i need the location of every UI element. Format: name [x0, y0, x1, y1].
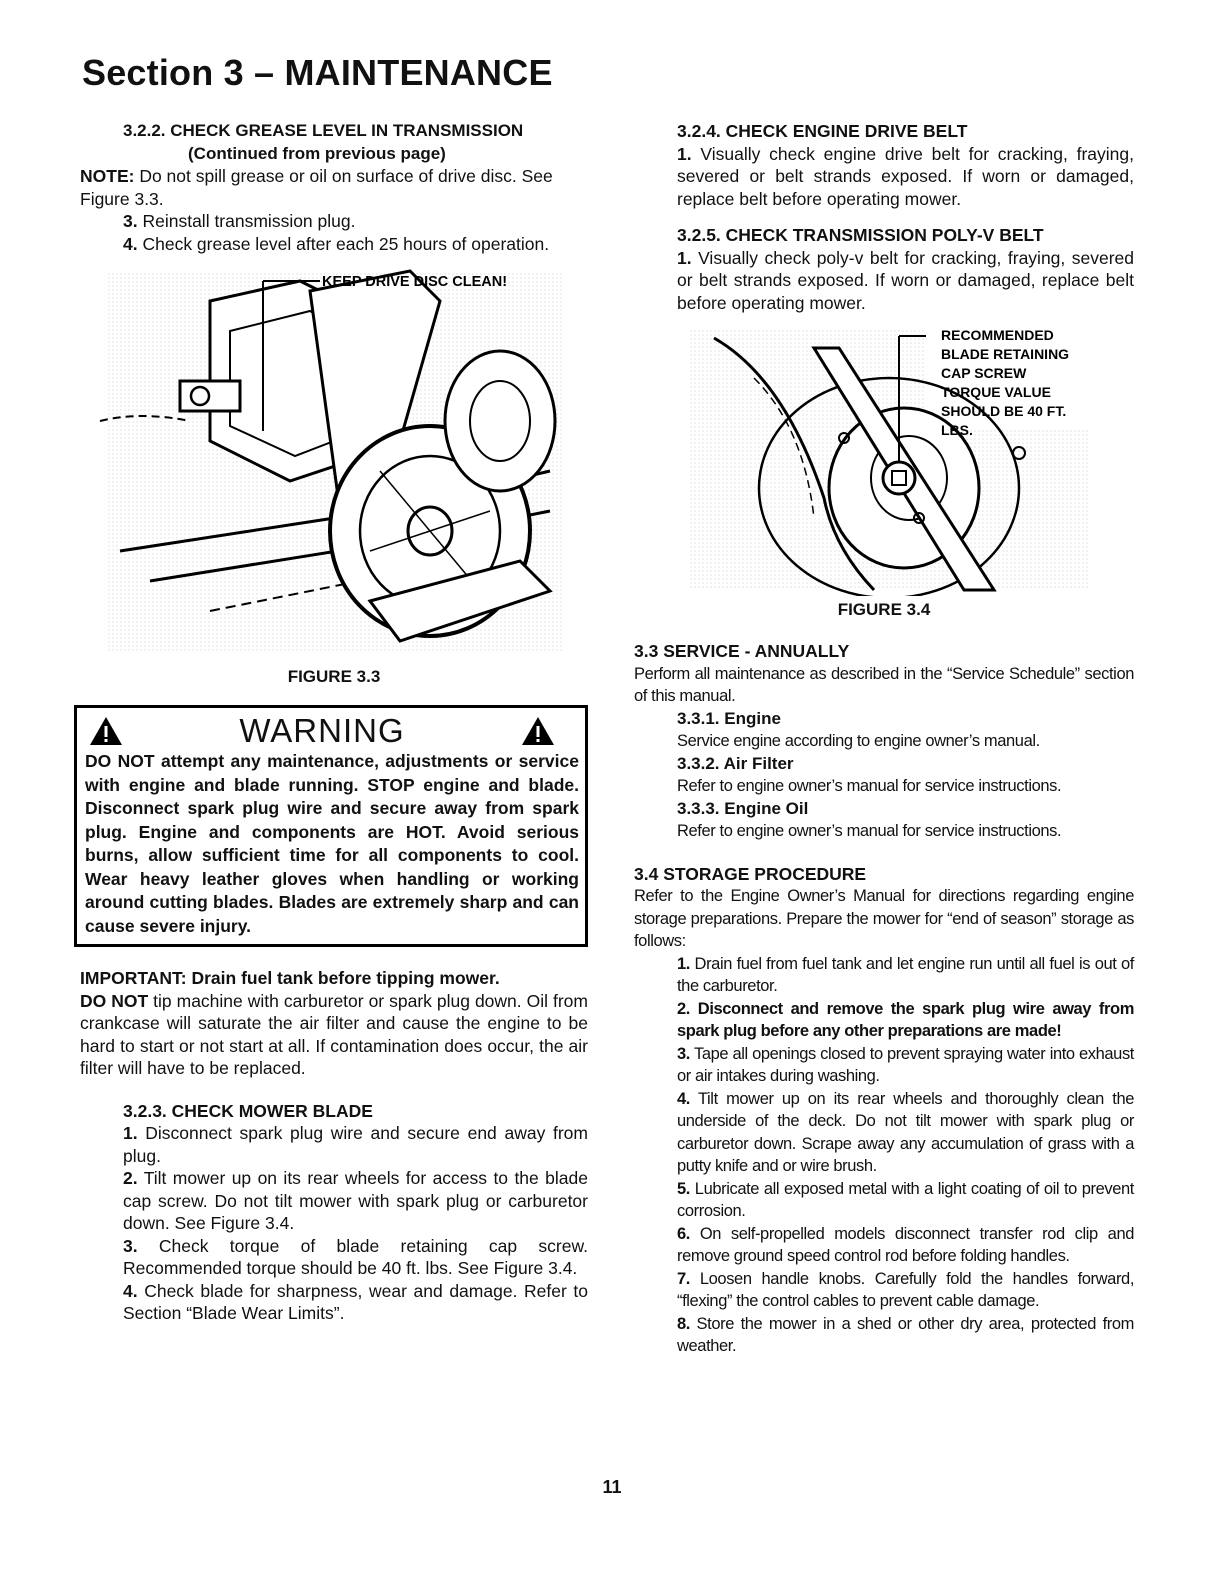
important-paragraph [80, 967, 588, 1080]
section-3-2-3-heading: 3.2.3. CHECK MOWER BLADE [123, 1100, 373, 1121]
figure-3-3-callout: KEEP DRIVE DISC CLEAN! [322, 274, 508, 290]
section-3-2-2-subheading: (Continued from previous page) [188, 143, 446, 163]
note-paragraph [80, 165, 588, 210]
section-3-3-2-heading: 3.3.2. Air Filter [677, 753, 794, 773]
list-item: 4. Tilt mower up on its rear wheels and thoroughly clean the underside of the deck. Do not tilt mower with spark plug or carburetor down. Scrape away any accumulation of grass with a putty knife and or wire brush. [677, 1089, 1134, 1175]
storage-steps [634, 953, 1134, 1358]
mower-blade-steps [80, 1122, 588, 1325]
warning-text: DO NOT attempt any maintenance, adjustments or service with engine and blade running. STOP engine and blade. Disconnect spark plug wire and secure away from spark plug. Engine and components are HOT. Avoid serious burns, allow sufficient time for all components to cool. Wear heavy leather gloves when handling or working around cutting blades. Blades are extremely sharp and can cause severe injury. [85, 751, 579, 936]
figure-3-4-caption: FIGURE 3.4 [837, 600, 931, 619]
drive-disc-illustration [80, 261, 588, 661]
important-text: tip machine with carburetor or spark plug down. Oil from crankcase will saturate the air filter and cause the engine to be hard to start or not start at all. If contamination does occur, the air filter will have to be replaced. [80, 990, 588, 1078]
list-item: 1. Disconnect spark plug wire and secure end away from plug. [123, 1123, 588, 1166]
section-3-3-1-heading: 3.3.1. Engine [677, 708, 781, 728]
left-column [80, 120, 588, 1325]
figure-3-3 [80, 261, 588, 661]
figure-3-3-caption: FIGURE 3.3 [287, 667, 381, 686]
list-item: 5. Lubricate all exposed metal with a light coating of oil to prevent corrosion. [677, 1179, 1134, 1220]
figure-3-4-callout: RECOMMENDED BLADE RETAINING CAP SCREW TORQUE VALUE SHOULD BE 40 FT. LBS. [941, 327, 1070, 438]
right-column [634, 120, 1134, 1358]
grease-step-4: 4. Check grease level after each 25 hours of operation. [123, 233, 550, 254]
note-label: NOTE: [80, 166, 135, 186]
engine-service-text: Service engine according to engine owner’s manual. [677, 732, 1040, 750]
warning-title: WARNING [239, 712, 405, 749]
list-item: 7. Loosen handle knobs. Carefully fold the handles forward, “flexing” the control cables to prevent cable damage. [677, 1269, 1134, 1310]
figure-3-4 [634, 318, 1134, 596]
warning-triangle-icon [89, 716, 123, 746]
list-item: 3. Tape all openings closed to prevent spraying water into exhaust or air intakes during washing. [677, 1044, 1134, 1085]
warning-box [74, 705, 588, 947]
list-item: 6. On self-propelled models disconnect transfer rod clip and remove ground speed control rod before folding handles. [677, 1224, 1134, 1265]
storage-intro-text: Refer to the Engine Owner’s Manual for directions regarding engine storage preparations. Prepare the mower for “end of season” storage as follows: [634, 887, 1134, 950]
page-title: Section 3 – MAINTENANCE [82, 52, 553, 93]
storage-step-2-bold: 2. Disconnect and remove the spark plug wire away from spark plug before any other preparations are made! [677, 999, 1134, 1040]
important-bold: IMPORTANT: Drain fuel tank before tipping mower. [80, 968, 500, 988]
warning-triangle-icon [521, 716, 555, 746]
list-item: 1. Drain fuel from fuel tank and let engine run until all fuel is out of the carburetor. [677, 954, 1134, 995]
list-item: 3. Check torque of blade retaining cap screw. Recommended torque should be 40 ft. lbs. See Figure 3.4. [123, 1235, 588, 1278]
air-filter-text: Refer to engine owner’s manual for service instructions. [677, 777, 1062, 795]
page-number: 11 [602, 1477, 622, 1497]
warning-header [85, 712, 579, 750]
section-3-3-3-heading: 3.3.3. Engine Oil [677, 798, 809, 818]
list-item: 8. Store the mower in a shed or other dry area, protected from weather. [677, 1314, 1134, 1355]
section-3-2-5-heading: 3.2.5. CHECK TRANSMISSION POLY-V BELT [677, 225, 1044, 245]
engine-oil-text: Refer to engine owner’s manual for service instructions. [677, 822, 1062, 840]
poly-v-belt-step: 1. Visually check poly-v belt for cracking, fraying, severed or belt strands exposed. If worn or damaged, replace belt before operating mower. [677, 247, 1134, 313]
section-3-2-4-heading: 3.2.4. CHECK ENGINE DRIVE BELT [677, 121, 968, 141]
do-not-bold: DO NOT [80, 990, 149, 1011]
section-3-3-heading: 3.3 SERVICE - ANNUALLY [634, 641, 850, 661]
grease-step-3: 3. Reinstall transmission plug. [123, 211, 356, 231]
engine-belt-step: 1. Visually check engine drive belt for cracking, fraying, severed or belt strands exposed. If worn or damaged, replace belt before operating mower. [677, 143, 1134, 209]
list-item: 4. Check blade for sharpness, wear and damage. Refer to Section “Blade Wear Limits”. [123, 1280, 588, 1323]
section-3-4-heading: 3.4 STORAGE PROCEDURE [634, 863, 867, 884]
blade-cap-screw-illustration [634, 318, 1134, 596]
section-3-2-2-heading: 3.2.2. CHECK GREASE LEVEL IN TRANSMISSION [123, 121, 524, 140]
service-annually-text: Perform all maintenance as described in the “Service Schedule” section of this manual. [634, 664, 1134, 705]
list-item: 2. Tilt mower up on its rear wheels for access to the blade cap screw. Do not tilt mower with spark plug or carburetor down. See Figure 3.4. [123, 1168, 588, 1233]
note-text: Do not spill grease or oil on surface of drive disc. See Figure 3.3. [80, 166, 553, 209]
